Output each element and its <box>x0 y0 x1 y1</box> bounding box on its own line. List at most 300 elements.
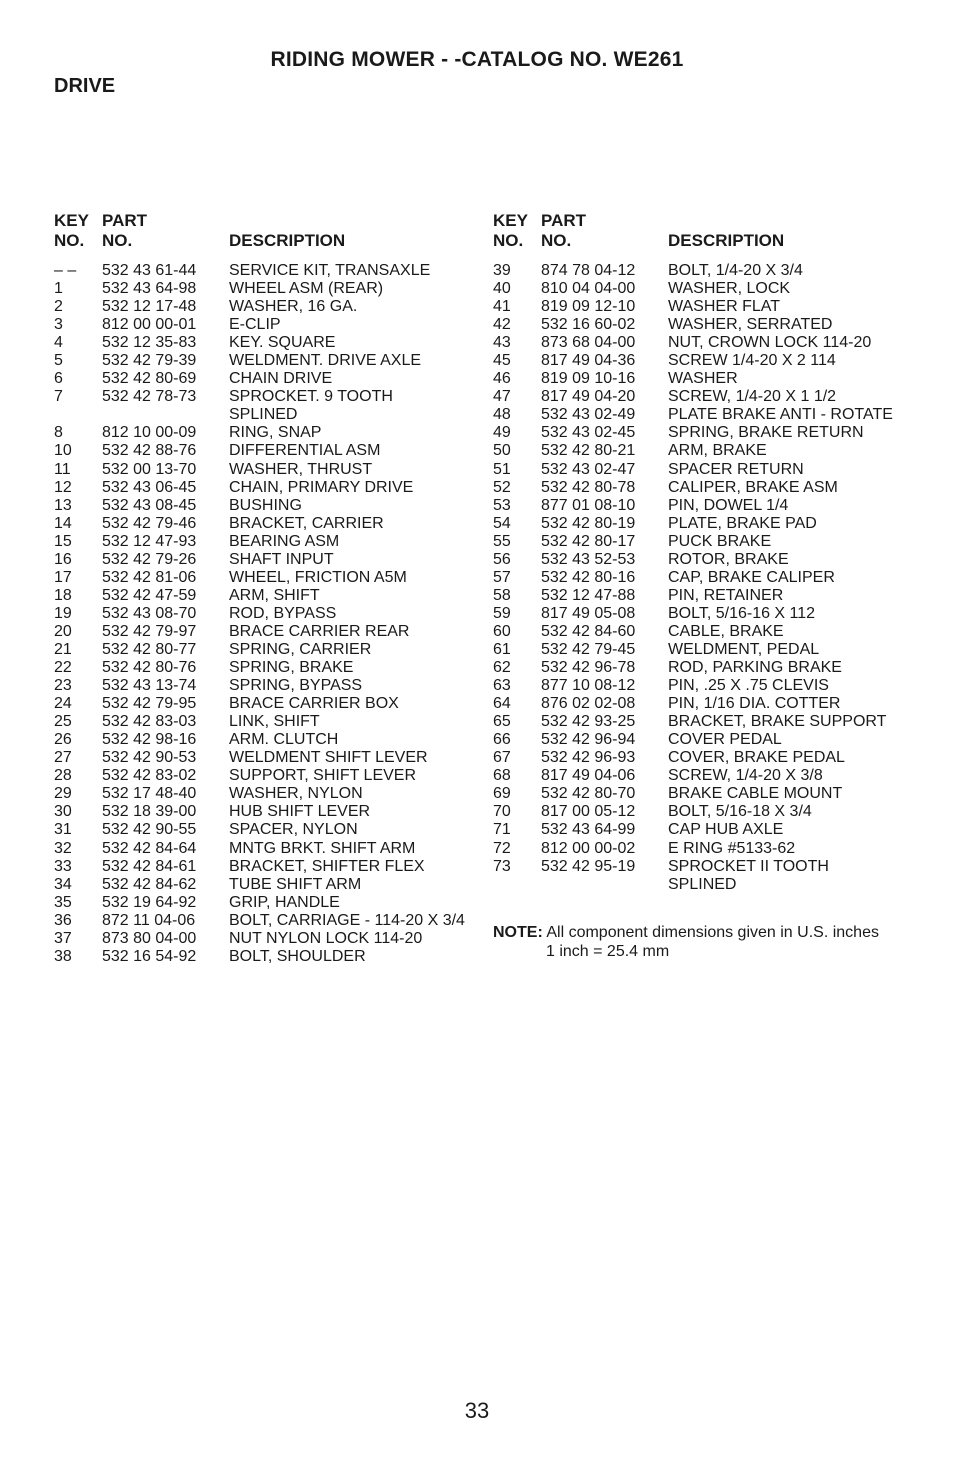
key-no: 41 <box>493 298 511 316</box>
key-no: 37 <box>54 929 72 947</box>
description: BOLT, SHOULDER <box>229 947 366 965</box>
part-no: 819 09 10-16 <box>541 370 636 388</box>
part-no: 532 43 02-45 <box>541 424 636 442</box>
part-no: 532 42 80-77 <box>102 640 197 658</box>
part-no: 532 42 84-60 <box>541 622 636 640</box>
part-no: 532 43 61-44 <box>102 262 197 279</box>
key-no: 21 <box>54 640 72 658</box>
table-row <box>54 479 474 497</box>
note-label: NOTE: <box>493 924 543 941</box>
description: PLATE, BRAKE PAD <box>668 514 817 532</box>
table-row <box>493 370 923 388</box>
table-row <box>54 641 474 659</box>
part-no: 532 42 95-19 <box>541 857 636 875</box>
description: SPACER RETURN <box>668 460 804 478</box>
table-row <box>54 912 474 930</box>
table-row <box>54 858 474 876</box>
part-no: 532 42 93-25 <box>541 713 636 731</box>
description: BRACE CARRIER BOX <box>229 695 399 713</box>
description: WASHER, 16 GA. <box>229 298 358 316</box>
table-row <box>54 388 474 406</box>
description: SPACER, NYLON <box>229 821 358 839</box>
description: SCREW, 1/4-20 X 1 1/2 <box>668 388 837 406</box>
description: ROD, PARKING BRAKE <box>668 659 842 677</box>
note-line2: 1 inch = 25.4 mm <box>546 943 670 960</box>
table-row <box>54 497 474 515</box>
description: WASHER, SERRATED <box>668 316 833 334</box>
table-row <box>493 406 923 424</box>
table-row <box>493 731 923 749</box>
table-row <box>54 803 474 821</box>
key-no: 36 <box>54 911 72 929</box>
part-no: 532 42 84-61 <box>102 857 197 875</box>
page-title: RIDING MOWER - -CATALOG NO. WE261 <box>270 48 684 71</box>
part-no: 532 42 79-46 <box>102 514 197 532</box>
description: BRACKET, SHIFTER FLEX <box>229 857 425 875</box>
description: SPRING, BYPASS <box>229 677 363 695</box>
table-row <box>54 894 474 912</box>
table-header <box>54 211 474 255</box>
page-number: 33 <box>464 1398 490 1423</box>
table-row <box>493 262 923 280</box>
description: MNTG BRKT. SHIFT ARM <box>229 839 416 857</box>
part-no: 532 42 80-78 <box>541 478 636 496</box>
description: WASHER, THRUST <box>229 460 373 478</box>
key-no: 2 <box>54 298 63 316</box>
description: CHAIN, PRIMARY DRIVE <box>229 478 414 496</box>
key-no: 29 <box>54 785 72 803</box>
key-no: 1 <box>54 280 63 298</box>
key-no: 49 <box>493 424 511 442</box>
table-row <box>54 713 474 731</box>
part-no: 532 43 13-74 <box>102 677 197 695</box>
description-header: DESCRIPTION <box>229 231 346 250</box>
description: ARM, BRAKE <box>668 442 767 460</box>
key-no: 17 <box>54 568 72 586</box>
part-no: 532 43 02-47 <box>541 460 636 478</box>
description: SPROCKET II TOOTH <box>668 857 829 875</box>
key-no: 50 <box>493 442 511 460</box>
table-row <box>493 677 923 695</box>
key-no: 48 <box>493 406 511 424</box>
table-row <box>54 406 474 424</box>
table-row <box>54 442 474 460</box>
table-row <box>493 785 923 803</box>
description: BRACE CARRIER REAR <box>229 622 410 640</box>
key-no: 55 <box>493 532 511 550</box>
part-no: 532 12 47-93 <box>102 532 197 550</box>
description: PIN, RETAINER <box>668 586 784 604</box>
key-no: 24 <box>54 695 72 713</box>
key-no: 15 <box>54 532 72 550</box>
key-header-line1: KEY <box>54 211 89 230</box>
table-row <box>54 569 474 587</box>
table-row <box>54 461 474 479</box>
key-no: 54 <box>493 514 511 532</box>
key-no: 60 <box>493 622 511 640</box>
table-row <box>493 840 923 858</box>
description: RING, SNAP <box>229 424 322 442</box>
part-no: 532 42 78-73 <box>102 388 197 406</box>
table-row <box>54 767 474 785</box>
table-row <box>493 749 923 767</box>
part-no: 876 02 02-08 <box>541 695 636 713</box>
part-no: 817 49 05-08 <box>541 604 636 622</box>
key-header-line1: KEY <box>493 211 528 230</box>
key-no: 71 <box>493 821 511 839</box>
table-row <box>54 605 474 623</box>
table-row <box>493 605 923 623</box>
key-no: 62 <box>493 659 511 677</box>
table-body <box>54 262 474 966</box>
section-title: DRIVE <box>54 75 116 97</box>
description: WHEEL ASM (REAR) <box>229 280 384 298</box>
description: ARM, SHIFT <box>229 586 320 604</box>
table-row <box>54 840 474 858</box>
part-no: 532 42 79-26 <box>102 550 197 568</box>
key-no: 39 <box>493 262 511 279</box>
key-no: 68 <box>493 767 511 785</box>
description: WASHER FLAT <box>668 298 781 316</box>
description: WHEEL, FRICTION A5M <box>229 568 407 586</box>
description: WELDMENT, PEDAL <box>668 640 820 658</box>
part-no: 532 42 90-53 <box>102 749 197 767</box>
description: PUCK BRAKE <box>668 532 772 550</box>
part-no: 817 49 04-06 <box>541 767 636 785</box>
key-no: 22 <box>54 659 72 677</box>
table-row <box>493 551 923 569</box>
key-header-line2: NO. <box>493 231 524 250</box>
description: DIFFERENTIAL ASM <box>229 442 381 460</box>
part-no: 877 01 08-10 <box>541 496 636 514</box>
description: SPLINED <box>668 875 737 893</box>
key-no: 66 <box>493 731 511 749</box>
part-no: 532 42 80-69 <box>102 370 197 388</box>
note-line1: All component dimensions given in U.S. inches <box>546 924 879 941</box>
description: COVER PEDAL <box>668 731 782 749</box>
parts-table-right <box>493 211 923 894</box>
description: KEY. SQUARE <box>229 334 336 352</box>
description: TUBE SHIFT ARM <box>229 875 362 893</box>
key-no: 65 <box>493 713 511 731</box>
key-no: 42 <box>493 316 511 334</box>
key-no: 64 <box>493 695 511 713</box>
table-row <box>54 749 474 767</box>
description: SHAFT INPUT <box>229 550 334 568</box>
table-row <box>54 262 474 280</box>
table-row <box>54 695 474 713</box>
table-row <box>493 713 923 731</box>
part-no: 532 43 64-98 <box>102 280 197 298</box>
table-row <box>493 442 923 460</box>
part-no: 532 42 96-78 <box>541 659 636 677</box>
table-row <box>54 677 474 695</box>
part-no: 532 12 35-83 <box>102 334 197 352</box>
key-no: 61 <box>493 640 511 658</box>
description: SPLINED <box>229 406 298 424</box>
description: GRIP, HANDLE <box>229 893 340 911</box>
key-no: 70 <box>493 803 511 821</box>
part-no: 817 49 04-36 <box>541 352 636 370</box>
description: CAP HUB AXLE <box>668 821 784 839</box>
key-no: 26 <box>54 731 72 749</box>
key-no: 69 <box>493 785 511 803</box>
part-no: 873 68 04-00 <box>541 334 636 352</box>
description: PIN, DOWEL 1/4 <box>668 496 789 514</box>
description: NUT, CROWN LOCK 114-20 <box>668 334 872 352</box>
key-no: 45 <box>493 352 511 370</box>
part-no: 532 43 08-70 <box>102 604 197 622</box>
part-no: 532 42 83-02 <box>102 767 197 785</box>
key-no: 40 <box>493 280 511 298</box>
description: WELDMENT SHIFT LEVER <box>229 749 428 767</box>
table-row <box>493 298 923 316</box>
key-no: 67 <box>493 749 511 767</box>
part-no: 817 00 05-12 <box>541 803 636 821</box>
key-no: 43 <box>493 334 511 352</box>
key-no: 23 <box>54 677 72 695</box>
description: LINK, SHIFT <box>229 713 320 731</box>
key-no: 6 <box>54 370 63 388</box>
key-no: 11 <box>54 460 71 478</box>
part-no: 532 12 17-48 <box>102 298 197 316</box>
key-no: 73 <box>493 857 511 875</box>
table-row <box>54 298 474 316</box>
part-header-line1: PART <box>541 211 587 230</box>
table-row <box>493 876 923 894</box>
description: CHAIN DRIVE <box>229 370 333 388</box>
table-row <box>493 352 923 370</box>
description: SCREW 1/4-20 X 2 114 <box>668 352 836 370</box>
table-row <box>54 785 474 803</box>
part-no: 812 00 00-02 <box>541 839 636 857</box>
table-row <box>54 623 474 641</box>
description: ARM. CLUTCH <box>229 731 339 749</box>
key-no: 56 <box>493 550 511 568</box>
part-no: 532 43 02-49 <box>541 406 636 424</box>
description: E RING #5133-62 <box>668 839 796 857</box>
part-no: 532 43 06-45 <box>102 478 197 496</box>
key-no: 47 <box>493 388 511 406</box>
key-no: 52 <box>493 478 511 496</box>
description: SPRING, BRAKE RETURN <box>668 424 864 442</box>
part-no: 532 16 54-92 <box>102 947 197 965</box>
part-no: 877 10 08-12 <box>541 677 636 695</box>
description: SPROCKET. 9 TOOTH <box>229 388 393 406</box>
table-row <box>54 515 474 533</box>
key-no: 5 <box>54 352 63 370</box>
table-row <box>54 587 474 605</box>
part-no: 532 42 47-59 <box>102 586 197 604</box>
key-no: 14 <box>54 514 72 532</box>
table-row <box>493 659 923 677</box>
key-no: 31 <box>54 821 72 839</box>
part-no: 532 42 83-03 <box>102 713 197 731</box>
part-header-line2: NO. <box>541 231 572 250</box>
table-row <box>493 316 923 334</box>
part-no: 532 17 48-40 <box>102 785 197 803</box>
description: E-CLIP <box>229 316 281 334</box>
part-no: 810 04 04-00 <box>541 280 636 298</box>
table-row <box>54 731 474 749</box>
table-row <box>54 659 474 677</box>
table-row <box>493 533 923 551</box>
key-no: 25 <box>54 713 72 731</box>
part-no: 872 11 04-06 <box>102 911 196 929</box>
description: BRACKET, CARRIER <box>229 514 384 532</box>
description: PIN, .25 X .75 CLEVIS <box>668 677 829 695</box>
key-no: 30 <box>54 803 72 821</box>
description: BOLT, 1/4-20 X 3/4 <box>668 262 803 279</box>
part-no: 532 16 60-02 <box>541 316 636 334</box>
description: ROD, BYPASS <box>229 604 337 622</box>
part-no: 532 42 84-62 <box>102 875 197 893</box>
key-no: 59 <box>493 604 511 622</box>
part-no: 532 43 64-99 <box>541 821 636 839</box>
part-no: 817 49 04-20 <box>541 388 636 406</box>
description: BUSHING <box>229 496 302 514</box>
description: BOLT, CARRIAGE - 114-20 X 3/4 <box>229 911 465 929</box>
table-row <box>493 334 923 352</box>
key-no: 51 <box>493 460 511 478</box>
parts-table-left <box>54 211 474 966</box>
key-no: 57 <box>493 568 511 586</box>
description: PLATE BRAKE ANTI - ROTATE <box>668 406 893 424</box>
part-no: 812 00 00-01 <box>102 316 197 334</box>
key-no: 3 <box>54 316 63 334</box>
table-body <box>493 262 923 894</box>
key-no: 10 <box>54 442 72 460</box>
part-header-line1: PART <box>102 211 148 230</box>
description: CABLE, BRAKE <box>668 622 784 640</box>
table-row <box>493 641 923 659</box>
part-no: 532 42 79-39 <box>102 352 197 370</box>
part-no: 532 19 64-92 <box>102 893 197 911</box>
part-no: 532 42 84-64 <box>102 839 197 857</box>
part-no: 532 42 80-21 <box>541 442 636 460</box>
key-no: 16 <box>54 550 72 568</box>
description: BOLT, 5/16-18 X 3/4 <box>668 803 812 821</box>
table-row <box>54 876 474 894</box>
part-no: 532 42 96-93 <box>541 749 636 767</box>
table-row <box>54 316 474 334</box>
description: SUPPORT, SHIFT LEVER <box>229 767 417 785</box>
table-row <box>493 388 923 406</box>
description: SERVICE KIT, TRANSAXLE <box>229 262 431 279</box>
key-no: 63 <box>493 677 511 695</box>
table-row <box>54 930 474 948</box>
part-no: 532 43 52-53 <box>541 550 636 568</box>
part-no: 532 18 39-00 <box>102 803 197 821</box>
part-no: 532 12 47-88 <box>541 586 636 604</box>
description: BRACKET, BRAKE SUPPORT <box>668 713 887 731</box>
key-no: 20 <box>54 622 72 640</box>
description: PIN, 1/16 DIA. COTTER <box>668 695 841 713</box>
table-row <box>493 695 923 713</box>
table-row <box>493 569 923 587</box>
table-row <box>493 767 923 785</box>
description: HUB SHIFT LEVER <box>229 803 371 821</box>
table-row <box>493 280 923 298</box>
key-header-line2: NO. <box>54 231 85 250</box>
table-header <box>493 211 923 255</box>
description: NUT NYLON LOCK 114-20 <box>229 929 423 947</box>
table-row <box>493 803 923 821</box>
part-header-line2: NO. <box>102 231 133 250</box>
table-row <box>54 551 474 569</box>
description: BRAKE CABLE MOUNT <box>668 785 843 803</box>
part-no: 532 42 88-76 <box>102 442 197 460</box>
key-no: 27 <box>54 749 72 767</box>
part-no: 874 78 04-12 <box>541 262 636 279</box>
part-no: 532 42 79-95 <box>102 695 197 713</box>
table-row <box>54 533 474 551</box>
key-no: – – <box>54 262 77 279</box>
key-no: 32 <box>54 839 72 857</box>
key-no: 28 <box>54 767 72 785</box>
description: BOLT, 5/16-16 X 112 <box>668 604 816 622</box>
part-no: 532 42 98-16 <box>102 731 197 749</box>
description: WELDMENT. DRIVE AXLE <box>229 352 422 370</box>
part-no: 532 42 80-76 <box>102 659 197 677</box>
description: SPRING, BRAKE <box>229 659 354 677</box>
table-row <box>54 280 474 298</box>
part-no: 873 80 04-00 <box>102 929 197 947</box>
table-row <box>493 587 923 605</box>
key-no: 46 <box>493 370 511 388</box>
key-no: 35 <box>54 893 72 911</box>
table-row <box>54 821 474 839</box>
part-no: 532 42 96-94 <box>541 731 636 749</box>
table-row <box>54 370 474 388</box>
part-no: 532 43 08-45 <box>102 496 197 514</box>
description: SPRING, CARRIER <box>229 640 372 658</box>
table-row <box>54 334 474 352</box>
part-no: 819 09 12-10 <box>541 298 636 316</box>
key-no: 7 <box>54 388 63 406</box>
description: WASHER, LOCK <box>668 280 791 298</box>
description: ROTOR, BRAKE <box>668 550 789 568</box>
part-no: 532 42 80-17 <box>541 532 636 550</box>
table-row <box>493 461 923 479</box>
key-no: 33 <box>54 857 72 875</box>
part-no: 532 42 79-97 <box>102 622 197 640</box>
table-row <box>493 623 923 641</box>
table-row <box>493 497 923 515</box>
table-row <box>493 515 923 533</box>
dimensions-note <box>493 923 879 961</box>
table-row <box>54 424 474 442</box>
table-row <box>54 948 474 966</box>
description-header: DESCRIPTION <box>668 231 785 250</box>
key-no: 19 <box>54 604 72 622</box>
key-no: 13 <box>54 496 72 514</box>
part-no: 812 10 00-09 <box>102 424 197 442</box>
table-row <box>493 821 923 839</box>
description: COVER, BRAKE PEDAL <box>668 749 845 767</box>
key-no: 58 <box>493 586 511 604</box>
part-no: 532 42 81-06 <box>102 568 197 586</box>
table-row <box>54 352 474 370</box>
description: WASHER <box>668 370 738 388</box>
key-no: 34 <box>54 875 72 893</box>
description: BEARING ASM <box>229 532 340 550</box>
description: CAP, BRAKE CALIPER <box>668 568 835 586</box>
part-no: 532 42 90-55 <box>102 821 197 839</box>
key-no: 38 <box>54 947 72 965</box>
part-no: 532 42 80-19 <box>541 514 636 532</box>
table-row <box>493 424 923 442</box>
